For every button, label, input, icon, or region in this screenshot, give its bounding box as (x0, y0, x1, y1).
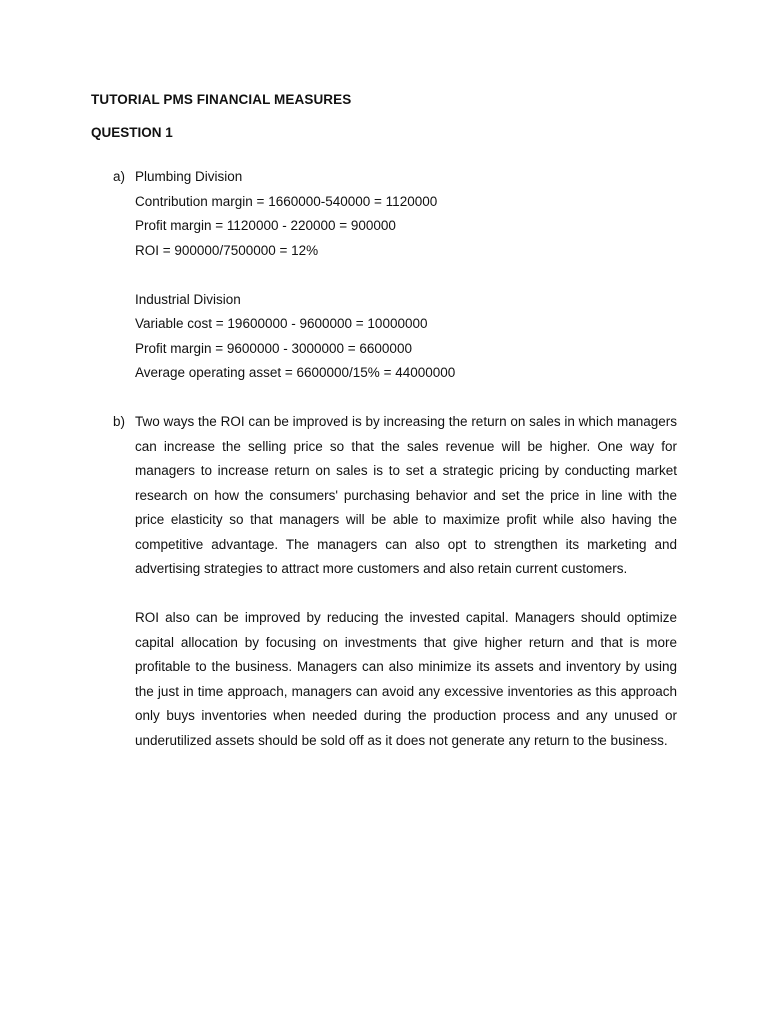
industrial-variable-cost: Variable cost = 19600000 - 9600000 = 10000000 (135, 316, 428, 331)
plumbing-profit-margin: Profit margin = 1120000 - 220000 = 900000 (135, 218, 396, 233)
part-a-marker: a) (113, 169, 126, 184)
industrial-division-heading: Industrial Division (135, 291, 241, 307)
industrial-average-operating-asset: Average operating asset = 6600000/15% = 44000000 (135, 365, 456, 380)
plumbing-division-heading: Plumbing Division (135, 169, 243, 184)
industrial-profit-margin: Profit margin = 9600000 - 3000000 = 6600000 (135, 340, 412, 356)
document-title: TUTORIAL PMS FINANCIAL MEASURES (91, 92, 352, 107)
part-b-content (135, 410, 677, 753)
plumbing-contribution-margin: Contribution margin = 1660000-540000 = 1120000 (135, 193, 438, 209)
part-a-content (135, 165, 677, 386)
part-b-marker: b) (113, 414, 126, 429)
plumbing-roi: ROI = 900000/7500000 = 12% (135, 242, 319, 258)
part-b-paragraph-1: Two ways the ROI can be improved is by increasing the return on sales in which managers can increase the selling price so that the sales revenue will be higher. One way for managers to increase return on sales is to set a strategic pricing by conducting market research on how the consumers' purchasing behavior and set the price in line with the price elasticity so that managers will be able to maximize profit while also having the competitive advantage. The managers can also opt to strengthen its marketing and advertising strategies to attract more customers and also retain current customers. (135, 414, 677, 576)
question-heading: QUESTION 1 (91, 125, 173, 140)
part-b-paragraph-2: ROI also can be improved by reducing the invested capital. Managers should optimize capital allocation by focusing on investments that give higher return and that is more profitable to the business. Managers can also minimize its assets and inventory by using the just in time approach, managers can avoid any excessive inventories as this approach only buys inventories when needed during the production process and any unused or underutilized assets should be sold off as it does not generate any return to the business. (135, 610, 677, 748)
